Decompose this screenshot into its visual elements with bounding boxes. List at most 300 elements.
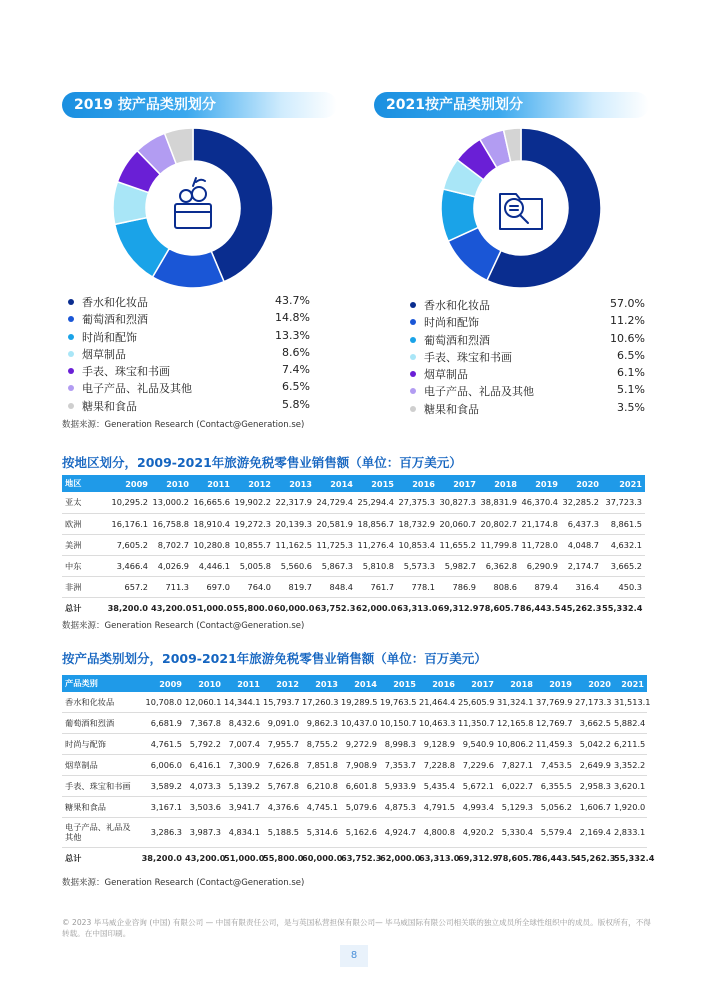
legend-percent: 13.3% bbox=[275, 328, 310, 342]
table-cell: 4,026.9 bbox=[151, 555, 192, 576]
table-cell: 5,129.3 bbox=[497, 796, 536, 817]
source-note-1: 数据来源：Generation Research (Contact@Generation.se) bbox=[62, 420, 305, 430]
total-label: 总计 bbox=[65, 602, 82, 613]
table-cell: 10,150.7 bbox=[380, 712, 419, 733]
product-table-title: 按产品类别划分，2009-2021年旅游免税零售业销售额（单位：百万美元） bbox=[62, 651, 487, 666]
legend-bullet-icon bbox=[410, 371, 416, 377]
legend-label: 时尚和配饰 bbox=[82, 330, 137, 344]
column-header: 2011 bbox=[224, 675, 263, 692]
table-cell: 9,862.3 bbox=[302, 712, 341, 733]
legend-percent: 3.5% bbox=[617, 400, 645, 414]
table-cell: 27,173.3 bbox=[575, 692, 614, 712]
table-cell: 20,802.7 bbox=[479, 513, 520, 534]
row-label: 美洲 bbox=[62, 534, 106, 555]
table-cell: 38,831.9 bbox=[479, 492, 520, 513]
table-cell: 16,758.8 bbox=[151, 513, 192, 534]
table-cell: 11,655.2 bbox=[438, 534, 479, 555]
table-cell: 3,662.5 bbox=[575, 712, 614, 733]
table-cell: 6,601.8 bbox=[341, 775, 380, 796]
table-cell: 3,466.4 bbox=[106, 555, 151, 576]
table-cell: 5,882.4 bbox=[614, 712, 647, 733]
table-cell: 12,060.1 bbox=[185, 692, 224, 712]
table-row bbox=[62, 817, 647, 847]
total-cell: 62,000.0 bbox=[356, 603, 397, 614]
table-cell: 31,513.1 bbox=[614, 692, 647, 712]
table-cell: 9,128.9 bbox=[419, 733, 458, 754]
table-cell: 17,260.3 bbox=[302, 692, 341, 712]
table-cell: 5,005.8 bbox=[233, 555, 274, 576]
legend-label: 手表、珠宝和书画 bbox=[424, 350, 512, 364]
table-cell: 10,853.4 bbox=[397, 534, 438, 555]
table-cell: 5,314.6 bbox=[302, 817, 341, 847]
table-cell: 450.3 bbox=[602, 576, 645, 597]
table-row bbox=[62, 796, 647, 817]
table-cell: 6,006.0 bbox=[140, 754, 185, 775]
legend-item bbox=[68, 398, 310, 415]
legend-bullet-icon bbox=[410, 354, 416, 360]
legend-item bbox=[410, 401, 645, 418]
legend-percent: 6.5% bbox=[282, 380, 310, 394]
table-cell: 786.9 bbox=[438, 576, 479, 597]
table-cell: 16,176.1 bbox=[106, 513, 151, 534]
legend-item bbox=[68, 311, 310, 328]
table-cell: 4,834.1 bbox=[224, 817, 263, 847]
table-cell: 6,437.3 bbox=[561, 513, 602, 534]
table-cell: 4,048.7 bbox=[561, 534, 602, 555]
total-cell: 51,000.0 bbox=[224, 853, 265, 864]
table-row bbox=[62, 733, 647, 754]
table-cell: 9,272.9 bbox=[341, 733, 380, 754]
table-cell: 761.7 bbox=[356, 576, 397, 597]
table-cell: 1,606.7 bbox=[575, 796, 614, 817]
total-cell: 69,312.9 bbox=[438, 603, 479, 614]
column-header: 2014 bbox=[341, 675, 380, 692]
column-header: 2019 bbox=[520, 475, 561, 492]
table-cell: 20,060.7 bbox=[438, 513, 479, 534]
table-cell: 6,355.5 bbox=[536, 775, 575, 796]
legend-label: 糖果和食品 bbox=[424, 402, 479, 416]
table-cell: 7,367.8 bbox=[185, 712, 224, 733]
table-cell: 19,272.3 bbox=[233, 513, 274, 534]
table-cell: 5,162.6 bbox=[341, 817, 380, 847]
table-cell: 7,453.5 bbox=[536, 754, 575, 775]
table-cell: 16,665.6 bbox=[192, 492, 233, 513]
table-cell: 5,867.3 bbox=[315, 555, 356, 576]
page-number: 8 bbox=[340, 945, 368, 967]
table-cell: 3,665.2 bbox=[602, 555, 645, 576]
legend-bullet-icon bbox=[410, 319, 416, 325]
legend-item bbox=[410, 383, 645, 400]
row-label: 烟草制品 bbox=[62, 754, 140, 775]
legend-label: 香水和化妆品 bbox=[82, 296, 148, 309]
table-cell: 5,792.2 bbox=[185, 733, 224, 754]
table-cell: 10,463.3 bbox=[419, 712, 458, 733]
legend-item bbox=[410, 314, 645, 331]
table-cell: 11,459.3 bbox=[536, 733, 575, 754]
table-cell: 6,290.9 bbox=[520, 555, 561, 576]
row-label: 中东 bbox=[62, 555, 106, 576]
column-header: 2009 bbox=[106, 475, 151, 492]
total-cell: 38,200.0 bbox=[107, 603, 148, 614]
table-cell: 24,729.4 bbox=[315, 492, 356, 513]
table-cell: 31,324.1 bbox=[497, 692, 536, 712]
table-cell: 4,446.1 bbox=[192, 555, 233, 576]
row-label: 时尚与配饰 bbox=[62, 733, 140, 754]
legend-label: 烟草制品 bbox=[82, 347, 126, 361]
region-table-title: 按地区划分，2009-2021年旅游免税零售业销售额（单位：百万美元） bbox=[62, 455, 462, 470]
table-cell: 6,681.9 bbox=[140, 712, 185, 733]
table-cell: 4,073.3 bbox=[185, 775, 224, 796]
total-cell: 60,000.0 bbox=[302, 853, 343, 864]
table-cell: 5,573.3 bbox=[397, 555, 438, 576]
source-note-2: 数据来源：Generation Research (Contact@Generation.se) bbox=[62, 621, 305, 631]
row-label: 香水和化妆品 bbox=[62, 692, 140, 712]
legend-bullet-icon bbox=[410, 302, 416, 308]
table-cell: 6,210.8 bbox=[302, 775, 341, 796]
column-header: 2013 bbox=[274, 475, 315, 492]
table-cell: 10,295.2 bbox=[106, 492, 151, 513]
table-cell: 879.4 bbox=[520, 576, 561, 597]
pie-left-legend bbox=[68, 294, 310, 415]
table-cell: 19,902.2 bbox=[233, 492, 274, 513]
table-cell: 10,280.8 bbox=[192, 534, 233, 555]
total-cell: 62,000.0 bbox=[380, 853, 421, 864]
table-cell: 5,056.2 bbox=[536, 796, 575, 817]
table-cell: 7,229.6 bbox=[458, 754, 497, 775]
table-cell: 18,732.9 bbox=[397, 513, 438, 534]
column-header: 2010 bbox=[185, 675, 224, 692]
total-label: 总计 bbox=[65, 852, 82, 863]
table-cell: 7,300.9 bbox=[224, 754, 263, 775]
legend-item bbox=[410, 297, 645, 314]
table-cell: 5,560.6 bbox=[274, 555, 315, 576]
total-cell: 55,332.4 bbox=[614, 853, 655, 864]
table-cell: 4,993.4 bbox=[458, 796, 497, 817]
table-cell: 5,330.4 bbox=[497, 817, 536, 847]
table-cell: 4,791.5 bbox=[419, 796, 458, 817]
total-cell: 51,000.0 bbox=[192, 603, 233, 614]
legend-item bbox=[68, 346, 310, 363]
table-cell: 5,188.5 bbox=[263, 817, 302, 847]
table-cell: 2,833.1 bbox=[614, 817, 647, 847]
legend-item bbox=[68, 380, 310, 397]
total-cell: 86,443.5 bbox=[520, 603, 561, 614]
table-cell: 32,285.2 bbox=[561, 492, 602, 513]
total-cell: 45,262.3 bbox=[575, 853, 616, 864]
shopping-basket-icon bbox=[175, 178, 211, 228]
table-cell: 3,503.6 bbox=[185, 796, 224, 817]
total-cell: 38,200.0 bbox=[141, 853, 182, 864]
column-header: 2010 bbox=[151, 475, 192, 492]
total-row bbox=[62, 597, 645, 619]
total-cell: 78,605.7 bbox=[497, 853, 538, 864]
legend-item bbox=[410, 366, 645, 383]
table-row bbox=[62, 555, 645, 576]
table-cell: 711.3 bbox=[151, 576, 192, 597]
row-label: 欧洲 bbox=[62, 513, 106, 534]
table-cell: 10,855.7 bbox=[233, 534, 274, 555]
table-cell: 46,370.4 bbox=[520, 492, 561, 513]
column-header: 2016 bbox=[397, 475, 438, 492]
total-cell: 55,332.4 bbox=[602, 603, 643, 614]
pie-right-legend bbox=[410, 297, 645, 418]
pie-chart-2021 bbox=[436, 126, 606, 290]
table-cell: 4,920.2 bbox=[458, 817, 497, 847]
table-cell: 10,806.2 bbox=[497, 733, 536, 754]
legend-bullet-icon bbox=[68, 334, 74, 340]
table-cell: 9,091.0 bbox=[263, 712, 302, 733]
region-sales-table bbox=[62, 475, 645, 619]
legend-label: 香水和化妆品 bbox=[424, 299, 490, 312]
table-row bbox=[62, 492, 645, 513]
table-cell: 5,982.7 bbox=[438, 555, 479, 576]
row-label: 葡萄酒和烈酒 bbox=[62, 712, 140, 733]
table-cell: 808.6 bbox=[479, 576, 520, 597]
table-cell: 20,139.3 bbox=[274, 513, 315, 534]
legend-percent: 7.4% bbox=[282, 363, 310, 377]
table-cell: 11,728.0 bbox=[520, 534, 561, 555]
table-cell: 3,941.7 bbox=[224, 796, 263, 817]
table-cell: 3,286.3 bbox=[140, 817, 185, 847]
pie-right-title: 2021按产品类别划分 bbox=[374, 92, 649, 118]
row-label: 电子产品、礼品及其他 bbox=[62, 817, 140, 847]
table-cell: 8,861.5 bbox=[602, 513, 645, 534]
total-cell: 43,200.0 bbox=[151, 603, 192, 614]
table-cell: 5,042.2 bbox=[575, 733, 614, 754]
legend-bullet-icon bbox=[68, 299, 74, 305]
legend-percent: 8.6% bbox=[282, 345, 310, 359]
total-cell: 63,313.0 bbox=[397, 603, 438, 614]
table-cell: 7,605.2 bbox=[106, 534, 151, 555]
table-cell: 764.0 bbox=[233, 576, 274, 597]
table-cell: 11,162.5 bbox=[274, 534, 315, 555]
table-row bbox=[62, 513, 645, 534]
table-cell: 4,924.7 bbox=[380, 817, 419, 847]
table-cell: 848.4 bbox=[315, 576, 356, 597]
table-cell: 4,632.1 bbox=[602, 534, 645, 555]
table-cell: 6,416.1 bbox=[185, 754, 224, 775]
table-cell: 3,620.1 bbox=[614, 775, 647, 796]
table-cell: 2,169.4 bbox=[575, 817, 614, 847]
column-header: 2017 bbox=[458, 675, 497, 692]
legend-percent: 5.1% bbox=[617, 383, 645, 397]
table-row bbox=[62, 692, 647, 712]
column-header: 2018 bbox=[479, 475, 520, 492]
total-cell: 43,200.0 bbox=[185, 853, 226, 864]
legend-label: 时尚和配饰 bbox=[424, 316, 479, 330]
legend-bullet-icon bbox=[410, 406, 416, 412]
total-cell: 63,752.3 bbox=[315, 603, 356, 614]
legend-percent: 6.5% bbox=[617, 348, 645, 362]
column-header: 2020 bbox=[575, 675, 614, 692]
table-cell: 25,605.9 bbox=[458, 692, 497, 712]
legend-label: 烟草制品 bbox=[424, 368, 468, 382]
table-cell: 21,174.8 bbox=[520, 513, 561, 534]
legend-label: 手表、珠宝和书画 bbox=[82, 365, 170, 379]
total-cell: 78,605.7 bbox=[479, 603, 520, 614]
table-cell: 7,955.7 bbox=[263, 733, 302, 754]
legend-bullet-icon bbox=[410, 388, 416, 394]
pie-chart-2019 bbox=[108, 126, 278, 290]
table-cell: 3,167.1 bbox=[140, 796, 185, 817]
table-cell: 8,755.2 bbox=[302, 733, 341, 754]
source-note-3: 数据来源：Generation Research (Contact@Generation.se) bbox=[62, 878, 305, 888]
row-label: 糖果和食品 bbox=[62, 796, 140, 817]
legend-bullet-icon bbox=[68, 403, 74, 409]
table-cell: 19,289.5 bbox=[341, 692, 380, 712]
table-cell: 12,165.8 bbox=[497, 712, 536, 733]
total-cell: 63,752.3 bbox=[341, 853, 382, 864]
table-cell: 15,793.7 bbox=[263, 692, 302, 712]
legend-bullet-icon bbox=[68, 351, 74, 357]
table-cell: 2,958.3 bbox=[575, 775, 614, 796]
total-cell: 55,800.0 bbox=[263, 853, 304, 864]
table-cell: 7,228.8 bbox=[419, 754, 458, 775]
legend-percent: 14.8% bbox=[275, 311, 310, 325]
table-cell: 6,022.7 bbox=[497, 775, 536, 796]
total-row bbox=[62, 847, 647, 869]
table-cell: 11,725.3 bbox=[315, 534, 356, 555]
row-label: 亚太 bbox=[62, 492, 106, 513]
legend-item bbox=[410, 332, 645, 349]
column-header: 2009 bbox=[140, 675, 185, 692]
table-cell: 7,827.1 bbox=[497, 754, 536, 775]
table-cell: 14,344.1 bbox=[224, 692, 263, 712]
column-header: 2019 bbox=[536, 675, 575, 692]
row-label: 手表、珠宝和书画 bbox=[62, 775, 140, 796]
column-header: 2015 bbox=[356, 475, 397, 492]
table-cell: 3,352.2 bbox=[614, 754, 647, 775]
table-cell: 18,856.7 bbox=[356, 513, 397, 534]
legend-item bbox=[68, 329, 310, 346]
table-cell: 3,987.3 bbox=[185, 817, 224, 847]
column-header: 2020 bbox=[561, 475, 602, 492]
table-row bbox=[62, 775, 647, 796]
row-label: 非洲 bbox=[62, 576, 106, 597]
table-cell: 5,139.2 bbox=[224, 775, 263, 796]
legend-label: 葡萄酒和烈酒 bbox=[424, 333, 490, 347]
legend-percent: 5.8% bbox=[282, 397, 310, 411]
table-cell: 37,723.3 bbox=[602, 492, 645, 513]
column-header: 2014 bbox=[315, 475, 356, 492]
table-cell: 4,376.6 bbox=[263, 796, 302, 817]
column-header: 2011 bbox=[192, 475, 233, 492]
table-cell: 10,437.0 bbox=[341, 712, 380, 733]
total-cell: 55,800.0 bbox=[233, 603, 274, 614]
table-cell: 37,769.9 bbox=[536, 692, 575, 712]
column-header: 2015 bbox=[380, 675, 419, 692]
table-cell: 5,435.4 bbox=[419, 775, 458, 796]
table-cell: 30,827.3 bbox=[438, 492, 479, 513]
legend-percent: 57.0% bbox=[610, 297, 645, 310]
table-cell: 819.7 bbox=[274, 576, 315, 597]
table-cell: 22,317.9 bbox=[274, 492, 315, 513]
legend-label: 电子产品、礼品及其他 bbox=[424, 385, 534, 399]
pie-left-title: 2019 按产品类别划分 bbox=[62, 92, 337, 118]
table-cell: 657.2 bbox=[106, 576, 151, 597]
table-cell: 6,362.8 bbox=[479, 555, 520, 576]
table-header-row bbox=[62, 675, 647, 692]
table-cell: 8,702.7 bbox=[151, 534, 192, 555]
table-cell: 316.4 bbox=[561, 576, 602, 597]
table-cell: 11,799.8 bbox=[479, 534, 520, 555]
table-row bbox=[62, 754, 647, 775]
legend-bullet-icon bbox=[68, 385, 74, 391]
column-header: 2012 bbox=[263, 675, 302, 692]
folder-search-icon bbox=[500, 194, 542, 229]
legend-item bbox=[68, 294, 310, 311]
table-cell: 8,432.6 bbox=[224, 712, 263, 733]
table-row bbox=[62, 712, 647, 733]
column-header: 2021 bbox=[602, 475, 645, 492]
legend-percent: 10.6% bbox=[610, 331, 645, 345]
table-cell: 5,810.8 bbox=[356, 555, 397, 576]
legend-item bbox=[410, 349, 645, 366]
table-cell: 9,540.9 bbox=[458, 733, 497, 754]
total-cell: 69,312.9 bbox=[458, 853, 499, 864]
column-header: 2017 bbox=[438, 475, 479, 492]
table-cell: 4,761.5 bbox=[140, 733, 185, 754]
total-cell: 60,000.0 bbox=[274, 603, 315, 614]
table-cell: 4,800.8 bbox=[419, 817, 458, 847]
table-cell: 7,626.8 bbox=[263, 754, 302, 775]
legend-bullet-icon bbox=[68, 316, 74, 322]
table-cell: 11,276.4 bbox=[356, 534, 397, 555]
column-header: 2021 bbox=[614, 675, 647, 692]
table-cell: 18,910.4 bbox=[192, 513, 233, 534]
product-sales-table bbox=[62, 675, 655, 869]
table-cell: 20,581.9 bbox=[315, 513, 356, 534]
table-cell: 21,464.4 bbox=[419, 692, 458, 712]
column-header: 2016 bbox=[419, 675, 458, 692]
legend-item bbox=[68, 363, 310, 380]
table-row bbox=[62, 576, 645, 597]
legend-label: 糖果和食品 bbox=[82, 399, 137, 413]
table-row bbox=[62, 534, 645, 555]
copyright-footer: © 2023 毕马威企业咨询 (中国) 有限公司 — 中国有限责任公司，是与英国私营担保有限公司— 毕马威国际有限公司相关联的独立成员所全球性组织中的成员。版权所有，不得转载。在中国印刷。 bbox=[62, 918, 651, 938]
table-cell: 13,000.2 bbox=[151, 492, 192, 513]
column-header: 2018 bbox=[497, 675, 536, 692]
column-header: 2012 bbox=[233, 475, 274, 492]
table-cell: 2,649.9 bbox=[575, 754, 614, 775]
legend-percent: 6.1% bbox=[617, 366, 645, 380]
legend-label: 葡萄酒和烈酒 bbox=[82, 313, 148, 327]
table-cell: 4,745.1 bbox=[302, 796, 341, 817]
legend-percent: 43.7% bbox=[275, 294, 310, 307]
table-cell: 5,767.8 bbox=[263, 775, 302, 796]
column-header: 产品类别 bbox=[62, 675, 140, 692]
total-cell: 63,313.0 bbox=[419, 853, 460, 864]
table-header-row bbox=[62, 475, 645, 492]
table-cell: 2,174.7 bbox=[561, 555, 602, 576]
table-cell: 5,579.4 bbox=[536, 817, 575, 847]
table-cell: 1,920.0 bbox=[614, 796, 647, 817]
total-cell: 45,262.3 bbox=[561, 603, 602, 614]
table-cell: 5,933.9 bbox=[380, 775, 419, 796]
table-cell: 27,375.3 bbox=[397, 492, 438, 513]
table-cell: 8,998.3 bbox=[380, 733, 419, 754]
table-cell: 19,763.5 bbox=[380, 692, 419, 712]
table-cell: 7,007.4 bbox=[224, 733, 263, 754]
legend-bullet-icon bbox=[410, 337, 416, 343]
table-cell: 6,211.5 bbox=[614, 733, 647, 754]
legend-bullet-icon bbox=[68, 368, 74, 374]
table-cell: 3,589.2 bbox=[140, 775, 185, 796]
legend-label: 电子产品、礼品及其他 bbox=[82, 382, 192, 396]
table-cell: 4,875.3 bbox=[380, 796, 419, 817]
table-cell: 11,350.7 bbox=[458, 712, 497, 733]
total-cell: 86,443.5 bbox=[536, 853, 577, 864]
